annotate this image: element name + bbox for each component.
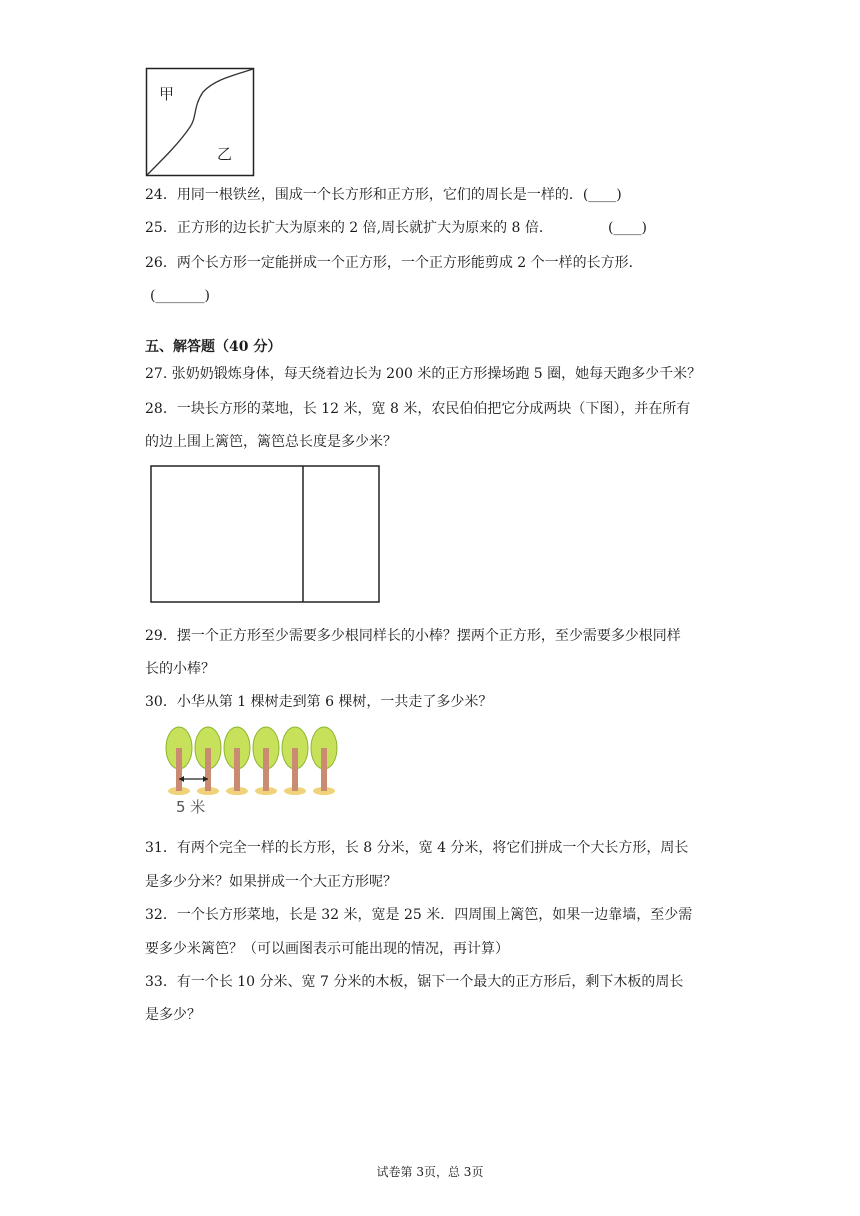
question-25-blank: (____) <box>608 220 647 236</box>
question-32-line2: 要多少米篱笆？（可以画图表示可能出现的情况，再计算） <box>145 941 509 957</box>
tree-row <box>166 727 337 795</box>
tree <box>224 727 250 795</box>
tree <box>195 727 221 795</box>
question-27: 27. 张奶奶锻炼身体，每天绕着边长为 200 米的正方形操场跑 5 圈，她每天跑多少千米？ <box>145 366 702 382</box>
label-yi: 乙 <box>217 145 233 163</box>
field-figure <box>150 465 382 605</box>
question-31-line2: 是多少分米？如果拼成一个大正方形呢？ <box>145 874 397 890</box>
question-29-line1: 29．摆一个正方形至少需要多少根同样长的小棒？摆两个正方形，至少需要多少根同样 <box>145 628 681 644</box>
question-26-line1: 26．两个长方形一定能拼成一个正方形，一个正方形能剪成 2 个一样的长方形． <box>145 255 643 271</box>
question-30: 30．小华从第 1 棵树走到第 6 棵树，一共走了多少米？ <box>145 694 493 710</box>
page-footer: 试卷第 3页，总 3页 <box>376 1165 484 1179</box>
tree <box>282 727 308 795</box>
distance-label: 5 米 <box>176 798 206 816</box>
question-33-line1: 33．有一个长 10 分米、宽 7 分米的木板，锯下一个最大的正方形后，剩下木板的周长 <box>145 974 684 990</box>
question-25-text: 25．正方形的边长扩大为原来的 2 倍,周长就扩大为原来的 8 倍． <box>145 220 553 236</box>
tree <box>311 727 337 795</box>
question-31-line1: 31．有两个完全一样的长方形，长 8 分米，宽 4 分米，将它们拼成一个大长方形，周长 <box>145 840 689 856</box>
question-24: 24．用同一根铁丝，围成一个长方形和正方形，它们的周长是一样的．(____) <box>145 187 622 203</box>
field-rectangle <box>151 466 379 602</box>
question-26-blank: (_______) <box>150 288 210 304</box>
section-5-heading: 五、解答题（40 分） <box>145 339 282 355</box>
label-jia: 甲 <box>159 85 175 103</box>
tree <box>253 727 279 795</box>
jia-yi-figure <box>145 67 257 179</box>
question-28-line1: 28．一块长方形的菜地，长 12 米，宽 8 米，农民伯伯把它分成两块（下图），并在所有 <box>145 401 691 417</box>
question-29-line2: 长的小棒？ <box>145 661 215 677</box>
tree <box>166 727 192 795</box>
question-32-line1: 32．一个长方形菜地，长是 32 米，宽是 25 米．四周围上篱笆，如果一边靠墙，至少需 <box>145 907 693 923</box>
question-28-line2: 的边上围上篱笆，篱笆总长度是多少米？ <box>145 434 397 450</box>
question-25 <box>145 218 647 238</box>
trees-figure <box>160 722 360 822</box>
question-33-line2: 是多少？ <box>145 1007 201 1023</box>
